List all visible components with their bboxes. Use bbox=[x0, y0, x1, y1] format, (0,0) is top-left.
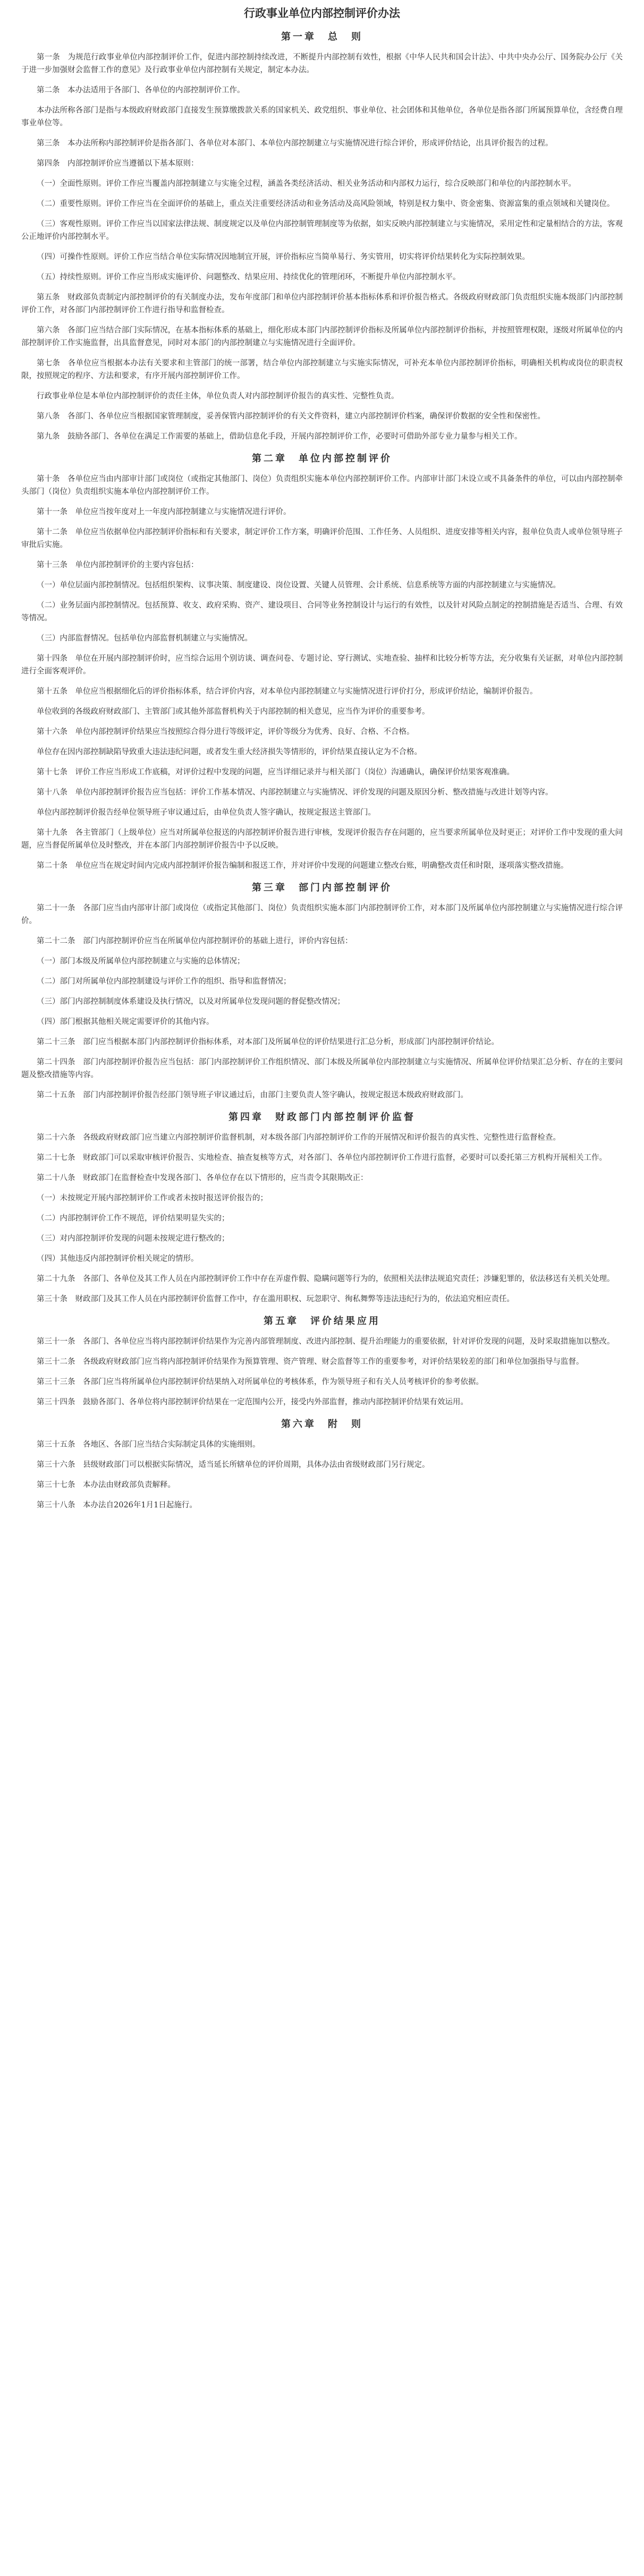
document-title: 行政事业单位内部控制评价办法 bbox=[244, 6, 400, 20]
chapter-heading: 第三章 部门内部控制评价 bbox=[252, 882, 392, 893]
article-paragraph: 第一条 为规范行政事业单位内部控制评价工作，促进内部控制持续改进，不断提升内部控制有效性，根据《中华人民共和国会计法》、中共中央办公厅、国务院办公厅《关于进一步加强财会监督工作的意见》及行政事业单位内部控制有关规定，制定本办法。 bbox=[21, 53, 623, 74]
article-paragraph: 第二十六条 各级政府财政部门应当建立内部控制评价监督机制，对本级各部门内部控制评价工作的开展情况和评价报告的真实性、完整性进行监督检查。 bbox=[37, 1133, 561, 1142]
article-paragraph: 第二十一条 各部门应当由内部审计部门或岗位（或指定其他部门、岗位）负责组织实施本部门内部控制评价工作，对本部门及所属单位内部控制建立与实施情况进行综合评价。 bbox=[21, 904, 623, 925]
article-paragraph: 第十三条 单位内部控制评价的主要内容包括： bbox=[37, 561, 199, 569]
article-paragraph: （五）持续性原则。评价工作应当形成实施评价、问题整改、结果应用、持续优化的管理闭环，不断提升单位内部控制水平。 bbox=[37, 273, 461, 282]
article-paragraph: （三）对内部控制评价发现的问题未按规定进行整改的； bbox=[37, 1234, 230, 1243]
article-paragraph: 第三十八条 本办法自2026年1月1日起施行。 bbox=[37, 1501, 197, 1509]
article-paragraph: 单位收到的各级政府财政部门、主管部门或其他外部监督机构关于内部控制的相关意见，应当作为评价的重要参考。 bbox=[37, 707, 430, 716]
article-paragraph: 第十九条 各主管部门（上级单位）应当对所属单位报送的内部控制评价报告进行审核，发现评价报告存在问题的，应当要求所属单位及时更正；对评价工作中发现的重大问题，应当督促所属单位及时整改，并在本部门内部控制评价报告中予以反映。 bbox=[21, 829, 623, 850]
article-paragraph: 行政事业单位是本单位内部控制评价的责任主体，单位负责人对内部控制评价报告的真实性、完整性负责。 bbox=[37, 392, 399, 400]
article-paragraph: 第三十条 财政部门及其工作人员在内部控制评价监督工作中，存在滥用职权、玩忽职守、徇私舞弊等违法违纪行为的，依法追究相应责任。 bbox=[37, 1295, 514, 1303]
article-paragraph: （一）未按规定开展内部控制评价工作或者未按时报送评价报告的； bbox=[37, 1194, 268, 1202]
article-paragraph: 第三十七条 本办法由财政部负责解释。 bbox=[37, 1481, 175, 1489]
article-paragraph: 第九条 鼓励各部门、各单位在满足工作需要的基础上，借助信息化手段，开展内部控制评价工作，必要时可借助外部专业力量参与相关工作。 bbox=[37, 432, 522, 441]
article-paragraph: 第十七条 评价工作应当形成工作底稿，对评价过程中发现的问题，应当详细记录并与相关部门（岗位）沟通确认，确保评价结果客观准确。 bbox=[37, 768, 514, 777]
article-paragraph: 第二十四条 部门内部控制评价报告应当包括：部门内部控制评价工作组织情况、部门本级及所属单位内部控制建立与实施情况、所属单位评价结果汇总分析、存在的主要问题及整改措施等内容。 bbox=[21, 1058, 623, 1079]
article-paragraph: 第三十四条 鼓励各部门、各单位将内部控制评价结果在一定范围内公开，接受内外部监督，推动内部控制评价结果有效运用。 bbox=[37, 1398, 468, 1406]
article-paragraph: 第十六条 单位内部控制评价结果应当按照综合得分进行等级评定，评价等级分为优秀、良好、合格、不合格。 bbox=[37, 728, 414, 736]
article-paragraph: （一）全面性原则。评价工作应当覆盖内部控制建立与实施全过程，涵盖各类经济活动、相关业务活动和内部权力运行，综合反映部门和单位的内部控制水平。 bbox=[37, 180, 576, 188]
article-paragraph: 第十二条 单位应当依据单位内部控制评价指标和有关要求，制定评价工作方案，明确评价范围、工作任务、人员组织、进度安排等相关内容，报单位负责人或单位领导班子审批后实施。 bbox=[21, 528, 623, 549]
article-paragraph: （一）单位层面内部控制情况。包括组织架构、议事决策、制度建设、岗位设置、关键人员管理、会计系统、信息系统等方面的内部控制建立与实施情况。 bbox=[37, 581, 561, 590]
article-paragraph: （四）其他违反内部控制评价相关规定的情形。 bbox=[37, 1255, 199, 1263]
article-paragraph: （二）部门对所属单位内部控制建设与评价工作的组织、指导和监督情况； bbox=[37, 977, 291, 986]
chapter-heading: 第一章 总 则 bbox=[281, 31, 363, 42]
chapter-heading: 第六章 附 则 bbox=[281, 1419, 363, 1430]
chapter-heading: 第二章 单位内部控制评价 bbox=[252, 453, 392, 464]
article-paragraph: 第二十条 单位应当在规定时间内完成内部控制评价报告编制和报送工作，并对评价中发现的问题建立整改台账，明确整改责任和时限，逐项落实整改措施。 bbox=[37, 861, 569, 870]
chapter-heading: 第四章 财政部门内部控制评价监督 bbox=[228, 1112, 416, 1123]
article-paragraph: 第十一条 单位应当按年度对上一年度内部控制建立与实施情况进行评价。 bbox=[37, 508, 291, 516]
article-paragraph: （四）可操作性原则。评价工作应当结合单位实际情况因地制宜开展，评价指标应当简单易行、务实管用，切实将评价结果转化为实际控制效果。 bbox=[37, 253, 530, 261]
article-paragraph: 第二十七条 财政部门可以采取审核评价报告、实地检查、抽查复核等方式，对各部门、各单位内部控制评价工作进行监督，必要时可以委托第三方机构开展相关工作。 bbox=[37, 1154, 607, 1162]
article-paragraph: （二）业务层面内部控制情况。包括预算、收支、政府采购、资产、建设项目、合同等业务控制设计与运行的有效性，以及针对风险点制定的控制措施是否适当、合理、有效等情况。 bbox=[21, 601, 623, 622]
article-paragraph: 第三十三条 各部门应当将所属单位内部控制评价结果纳入对所属单位的考核体系，作为领导班子和有关人员考核评价的参考依据。 bbox=[37, 1378, 484, 1386]
article-paragraph: 单位内部控制评价报告经单位领导班子审议通过后，由单位负责人签字确认，按规定报送主管部门。 bbox=[37, 808, 376, 817]
article-paragraph: 第三十一条 各部门、各单位应当将内部控制评价结果作为完善内部管理制度、改进内部控制、提升治理能力的重要依据，针对评价发现的问题，及时采取措施加以整改。 bbox=[37, 1337, 615, 1346]
article-paragraph: 第二条 本办法适用于各部门、各单位的内部控制评价工作。 bbox=[37, 86, 245, 95]
article-paragraph: （二）内部控制评价工作不规范，评价结果明显失实的； bbox=[37, 1214, 230, 1223]
article-paragraph: 第十五条 单位应当根据细化后的评价指标体系，结合评价内容，对本单位内部控制建立与实施情况进行评价打分，形成评价结论，编制评价报告。 bbox=[37, 687, 538, 696]
article-paragraph: （三）内部监督情况。包括单位内部监督机制建立与实施情况。 bbox=[37, 634, 252, 643]
article-paragraph: （三）客观性原则。评价工作应当以国家法律法规、制度规定以及单位内部控制管理制度等为依据，如实反映内部控制建立与实施情况，采用定性和定量相结合的方法，客观公正地评价内部控制水平。 bbox=[21, 220, 623, 241]
article-paragraph: 第三十五条 各地区、各部门应当结合实际制定具体的实施细则。 bbox=[37, 1440, 260, 1449]
article-paragraph: 第二十九条 各部门、各单位及其工作人员在内部控制评价工作中存在弄虚作假、隐瞒问题等行为的，依照相关法律法规追究责任；涉嫌犯罪的，依法移送有关机关处理。 bbox=[37, 1275, 615, 1283]
article-paragraph: 第三条 本办法所称内部控制评价是指各部门、各单位对本部门、本单位内部控制建立与实施情况进行综合评价，形成评价结论，出具评价报告的过程。 bbox=[37, 139, 553, 148]
article-paragraph: 本办法所称各部门是指与本级政府财政部门直接发生预算缴拨款关系的国家机关、政党组织、事业单位、社会团体和其他单位，各单位是指各部门所属预算单位，含经费自理事业单位等。 bbox=[21, 106, 623, 127]
article-paragraph: 第二十二条 部门内部控制评价应当在所属单位内部控制评价的基础上进行，评价内容包括： bbox=[37, 937, 353, 945]
article-paragraph: （一）部门本级及所属单位内部控制建立与实施的总体情况； bbox=[37, 957, 245, 966]
article-paragraph: 第二十五条 部门内部控制评价报告经部门领导班子审议通过后，由部门主要负责人签字确认，按规定报送本级政府财政部门。 bbox=[37, 1091, 468, 1099]
article-paragraph: 第六条 各部门应当结合部门实际情况，在基本指标体系的基础上，细化形成本部门内部控制评价指标及所属单位内部控制评价指标，并按照管理权限，逐级对所属单位的内部控制评价工作实施监督，出具监督意见，同时对本部门的内部控制建立与实施情况进行全面评价。 bbox=[21, 326, 623, 347]
article-paragraph: 第十四条 单位在开展内部控制评价时，应当综合运用个别访谈、调查问卷、专题讨论、穿行测试、实地查验、抽样和比较分析等方法，充分收集有关证据，对单位内部控制进行全面客观评价。 bbox=[21, 654, 623, 676]
article-paragraph: 第三十二条 各级政府财政部门应当将内部控制评价结果作为预算管理、资产管理、财会监督等工作的重要参考，对评价结果较差的部门和单位加强指导与监督。 bbox=[37, 1358, 584, 1366]
article-paragraph: （三）部门内部控制制度体系建设及执行情况，以及对所属单位发现问题的督促整改情况； bbox=[37, 997, 345, 1006]
article-paragraph: 第十条 各单位应当由内部审计部门或岗位（或指定其他部门、岗位）负责组织实施本单位内部控制评价工作。内部审计部门未设立或不具备条件的单位，可以由内部控制牵头部门（岗位）负责组织实施本单位内部控制评价工作。 bbox=[21, 475, 623, 496]
article-paragraph: 单位存在因内部控制缺陷导致重大违法违纪问题，或者发生重大经济损失等情形的，评价结果直接认定为不合格。 bbox=[37, 748, 422, 756]
article-paragraph: 第七条 各单位应当根据本办法有关要求和主管部门的统一部署，结合单位内部控制建立与实施实际情况，可补充本单位内部控制评价指标，明确相关机构或岗位的职责权限，按照规定的程序、方法和要求，有序开展内部控制评价工作。 bbox=[21, 359, 623, 380]
article-paragraph: 第八条 各部门、各单位应当根据国家管理制度，妥善保管内部控制评价的有关文件资料，建立内部控制评价档案，确保评价数据的安全性和保密性。 bbox=[37, 412, 545, 421]
chapter-heading: 第五章 评价结果应用 bbox=[264, 1316, 380, 1327]
article-paragraph: （二）重要性原则。评价工作应当在全面评价的基础上，重点关注重要经济活动和业务活动及高风险领域，特别是权力集中、资金密集、资源富集的重点领域和关键岗位。 bbox=[37, 200, 615, 208]
document-page bbox=[21, 0, 623, 2576]
article-paragraph: 第三十六条 县级财政部门可以根据实际情况，适当延长所辖单位的评价周期，具体办法由省级财政部门另行规定。 bbox=[37, 1461, 430, 1469]
article-paragraph: 第十八条 单位内部控制评价报告应当包括：评价工作基本情况、内部控制建立与实施情况、评价发现的问题及原因分析、整改措施与改进计划等内容。 bbox=[37, 788, 553, 797]
article-paragraph: 第二十三条 部门应当根据本部门内部控制评价指标体系，对本部门及所属单位的评价结果进行汇总分析，形成部门内部控制评价结论。 bbox=[37, 1038, 499, 1046]
article-paragraph: （四）部门根据其他相关规定需要评价的其他内容。 bbox=[37, 1018, 214, 1026]
article-paragraph: 第四条 内部控制评价应当遵循以下基本原则： bbox=[37, 159, 199, 168]
document-body bbox=[21, 30, 623, 1512]
article-paragraph: 第五条 财政部负责制定内部控制评价的有关制度办法，发布年度部门和单位内部控制评价基本指标体系和评价报告格式。各级政府财政部门负责组织实施本级部门内部控制评价工作，对各部门内部控制评价工作进行指导和监督检查。 bbox=[21, 293, 623, 314]
article-paragraph: 第二十八条 财政部门在监督检查中发现各部门、各单位存在以下情形的，应当责令其限期改正： bbox=[37, 1174, 368, 1182]
